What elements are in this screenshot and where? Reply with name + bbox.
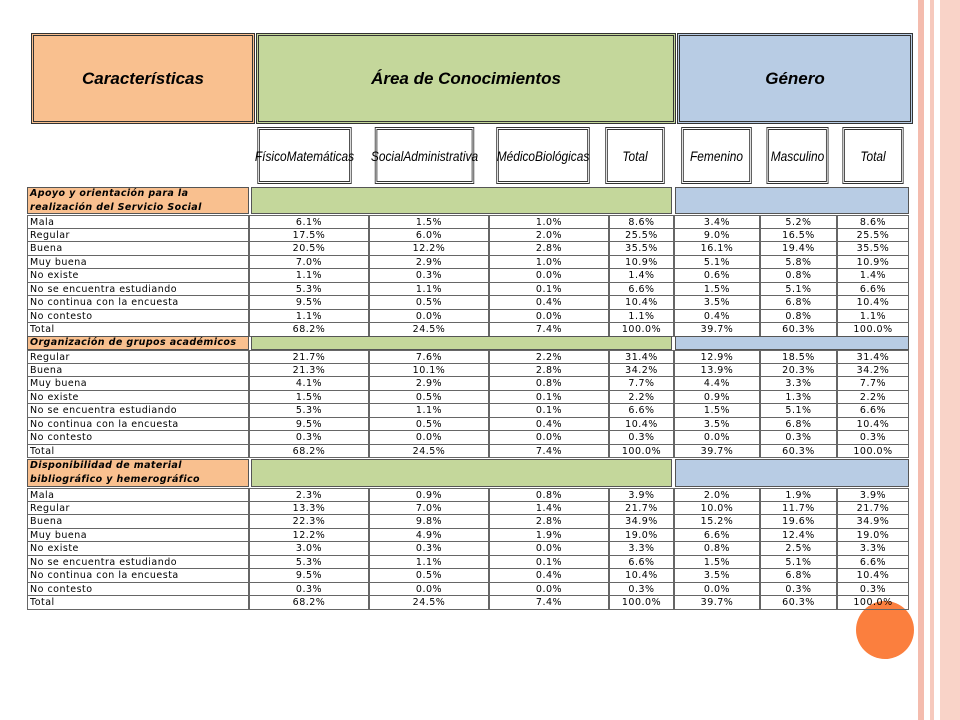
value-cell: 34.2% bbox=[609, 364, 674, 378]
row-label: Buena bbox=[27, 364, 249, 378]
value-cell: 3.3% bbox=[760, 377, 837, 391]
value-cell: 34.9% bbox=[837, 515, 909, 529]
value-cell: 2.2% bbox=[609, 391, 674, 405]
table-row bbox=[27, 502, 909, 516]
value-cell: 5.1% bbox=[760, 283, 837, 297]
value-cell: 5.3% bbox=[249, 556, 369, 570]
subheader-femenino bbox=[681, 127, 752, 184]
table-row bbox=[27, 283, 909, 297]
value-cell: 68.2% bbox=[249, 596, 369, 610]
value-cell: 0.8% bbox=[674, 542, 760, 556]
row-label: Total bbox=[27, 445, 249, 459]
value-cell: 100.0% bbox=[837, 596, 909, 610]
table-row bbox=[27, 256, 909, 270]
value-cell: 9.5% bbox=[249, 296, 369, 310]
value-cell: 0.3% bbox=[837, 583, 909, 597]
value-cell: 1.5% bbox=[674, 283, 760, 297]
row-label: No continua con la encuesta bbox=[27, 418, 249, 432]
value-cell: 100.0% bbox=[609, 445, 674, 459]
value-cell: 0.8% bbox=[489, 377, 609, 391]
value-cell: 5.2% bbox=[760, 215, 837, 229]
value-cell: 1.1% bbox=[837, 310, 909, 324]
section-title-line: Apoyo y orientación para la bbox=[30, 187, 189, 199]
table-row bbox=[27, 529, 909, 543]
value-cell: 100.0% bbox=[609, 596, 674, 610]
value-cell: 1.0% bbox=[489, 215, 609, 229]
value-cell: 1.1% bbox=[369, 556, 489, 570]
value-cell: 0.3% bbox=[760, 583, 837, 597]
value-cell: 2.0% bbox=[674, 488, 760, 502]
value-cell: 24.5% bbox=[369, 445, 489, 459]
value-cell: 18.5% bbox=[760, 350, 837, 364]
section-band-area bbox=[251, 459, 672, 487]
value-cell: 0.4% bbox=[489, 569, 609, 583]
value-cell: 1.4% bbox=[837, 269, 909, 283]
subheader-line: Físico bbox=[254, 147, 287, 164]
value-cell: 21.7% bbox=[837, 502, 909, 516]
value-cell: 7.7% bbox=[837, 377, 909, 391]
value-cell: 39.7% bbox=[674, 445, 760, 459]
value-cell: 6.6% bbox=[609, 404, 674, 418]
value-cell: 6.6% bbox=[837, 556, 909, 570]
value-cell: 1.1% bbox=[369, 283, 489, 297]
header-caracteristicas: Características bbox=[31, 33, 255, 124]
value-cell: 0.5% bbox=[369, 569, 489, 583]
value-cell: 0.5% bbox=[369, 418, 489, 432]
section-band-area bbox=[251, 187, 672, 214]
value-cell: 1.1% bbox=[249, 269, 369, 283]
value-cell: 0.5% bbox=[369, 391, 489, 405]
value-cell: 0.3% bbox=[837, 431, 909, 445]
value-cell: 7.4% bbox=[489, 596, 609, 610]
value-cell: 4.4% bbox=[674, 377, 760, 391]
row-label: Total bbox=[27, 596, 249, 610]
table-row bbox=[27, 350, 909, 364]
value-cell: 3.5% bbox=[674, 418, 760, 432]
value-cell: 10.0% bbox=[674, 502, 760, 516]
decorative-stripe bbox=[918, 0, 924, 720]
value-cell: 12.9% bbox=[674, 350, 760, 364]
value-cell: 10.4% bbox=[609, 569, 674, 583]
value-cell: 1.0% bbox=[489, 256, 609, 270]
subheader-line: Médico bbox=[496, 147, 536, 164]
value-cell: 17.5% bbox=[249, 229, 369, 243]
value-cell: 0.0% bbox=[674, 583, 760, 597]
value-cell: 1.5% bbox=[369, 215, 489, 229]
section-band-genero bbox=[675, 336, 909, 350]
subheader-line: Biológicas bbox=[535, 147, 590, 164]
subheader-line: Matemáticas bbox=[286, 147, 355, 164]
subheader-masculino bbox=[766, 127, 828, 184]
value-cell: 0.1% bbox=[489, 556, 609, 570]
value-cell: 15.2% bbox=[674, 515, 760, 529]
row-label: Buena bbox=[27, 242, 249, 256]
header-area-conocimientos: Área de Conocimientos bbox=[256, 33, 676, 124]
value-cell: 68.2% bbox=[249, 445, 369, 459]
value-cell: 10.9% bbox=[837, 256, 909, 270]
value-cell: 0.4% bbox=[674, 310, 760, 324]
section-band-area bbox=[251, 336, 672, 350]
value-cell: 1.1% bbox=[369, 404, 489, 418]
value-cell: 0.0% bbox=[369, 310, 489, 324]
value-cell: 0.0% bbox=[489, 310, 609, 324]
subheader-total-genero bbox=[842, 127, 903, 184]
value-cell: 3.0% bbox=[249, 542, 369, 556]
value-cell: 7.0% bbox=[249, 256, 369, 270]
decorative-stripe bbox=[930, 0, 934, 720]
value-cell: 19.6% bbox=[760, 515, 837, 529]
value-cell: 2.8% bbox=[489, 364, 609, 378]
row-label: No contesto bbox=[27, 310, 249, 324]
value-cell: 100.0% bbox=[837, 445, 909, 459]
value-cell: 0.8% bbox=[489, 488, 609, 502]
value-cell: 0.8% bbox=[760, 310, 837, 324]
row-label: No continua con la encuesta bbox=[27, 296, 249, 310]
value-cell: 0.3% bbox=[249, 583, 369, 597]
row-label: No contesto bbox=[27, 431, 249, 445]
value-cell: 12.4% bbox=[760, 529, 837, 543]
value-cell: 31.4% bbox=[609, 350, 674, 364]
value-cell: 0.9% bbox=[369, 488, 489, 502]
value-cell: 2.8% bbox=[489, 515, 609, 529]
value-cell: 0.3% bbox=[609, 583, 674, 597]
table-row bbox=[27, 269, 909, 283]
value-cell: 10.4% bbox=[837, 569, 909, 583]
value-cell: 10.9% bbox=[609, 256, 674, 270]
table-row bbox=[27, 515, 909, 529]
value-cell: 4.1% bbox=[249, 377, 369, 391]
value-cell: 0.0% bbox=[489, 583, 609, 597]
value-cell: 34.2% bbox=[837, 364, 909, 378]
value-cell: 2.5% bbox=[760, 542, 837, 556]
subheader-social-administrativa bbox=[370, 127, 479, 184]
value-cell: 13.9% bbox=[674, 364, 760, 378]
row-label: Muy buena bbox=[27, 256, 249, 270]
table-row bbox=[27, 583, 909, 597]
table-row bbox=[27, 377, 909, 391]
table-row bbox=[27, 488, 909, 502]
value-cell: 6.8% bbox=[760, 418, 837, 432]
row-label: No continua con la encuesta bbox=[27, 569, 249, 583]
subheader-line: Femenino bbox=[690, 147, 743, 164]
table-row bbox=[27, 296, 909, 310]
value-cell: 0.1% bbox=[489, 404, 609, 418]
value-cell: 60.3% bbox=[760, 596, 837, 610]
value-cell: 13.3% bbox=[249, 502, 369, 516]
value-cell: 6.0% bbox=[369, 229, 489, 243]
value-cell: 3.3% bbox=[609, 542, 674, 556]
value-cell: 6.6% bbox=[609, 283, 674, 297]
value-cell: 19.4% bbox=[760, 242, 837, 256]
table-row bbox=[27, 542, 909, 556]
row-label: No se encuentra estudiando bbox=[27, 404, 249, 418]
table-row bbox=[27, 215, 909, 229]
value-cell: 3.5% bbox=[674, 569, 760, 583]
header-genero: Género bbox=[677, 33, 913, 124]
value-cell: 9.0% bbox=[674, 229, 760, 243]
value-cell: 25.5% bbox=[837, 229, 909, 243]
value-cell: 34.9% bbox=[609, 515, 674, 529]
value-cell: 12.2% bbox=[249, 529, 369, 543]
table-row bbox=[27, 229, 909, 243]
value-cell: 4.9% bbox=[369, 529, 489, 543]
value-cell: 60.3% bbox=[760, 323, 837, 337]
value-cell: 1.1% bbox=[609, 310, 674, 324]
value-cell: 1.3% bbox=[760, 391, 837, 405]
value-cell: 8.6% bbox=[609, 215, 674, 229]
value-cell: 0.3% bbox=[369, 269, 489, 283]
value-cell: 0.9% bbox=[674, 391, 760, 405]
subheader-line: Total bbox=[860, 147, 886, 164]
value-cell: 7.7% bbox=[609, 377, 674, 391]
row-label: No contesto bbox=[27, 583, 249, 597]
row-label: Total bbox=[27, 323, 249, 337]
value-cell: 7.4% bbox=[489, 323, 609, 337]
value-cell: 8.6% bbox=[837, 215, 909, 229]
value-cell: 0.0% bbox=[369, 431, 489, 445]
value-cell: 0.0% bbox=[369, 583, 489, 597]
value-cell: 5.3% bbox=[249, 404, 369, 418]
value-cell: 9.8% bbox=[369, 515, 489, 529]
value-cell: 6.6% bbox=[837, 404, 909, 418]
section-title-line: Disponibilidad de material bbox=[30, 460, 182, 471]
value-cell: 19.0% bbox=[837, 529, 909, 543]
value-cell: 22.3% bbox=[249, 515, 369, 529]
table-row bbox=[27, 596, 909, 610]
value-cell: 7.4% bbox=[489, 445, 609, 459]
value-cell: 1.4% bbox=[609, 269, 674, 283]
value-cell: 3.3% bbox=[837, 542, 909, 556]
value-cell: 5.1% bbox=[760, 404, 837, 418]
table-row bbox=[27, 445, 909, 459]
value-cell: 2.0% bbox=[489, 229, 609, 243]
decorative-stripe bbox=[940, 0, 960, 720]
value-cell: 10.4% bbox=[609, 418, 674, 432]
table-row bbox=[27, 556, 909, 570]
value-cell: 0.3% bbox=[249, 431, 369, 445]
subheader-total-area bbox=[605, 127, 665, 184]
value-cell: 0.4% bbox=[489, 296, 609, 310]
value-cell: 39.7% bbox=[674, 323, 760, 337]
value-cell: 10.1% bbox=[369, 364, 489, 378]
row-label: Mala bbox=[27, 488, 249, 502]
value-cell: 25.5% bbox=[609, 229, 674, 243]
value-cell: 2.2% bbox=[837, 391, 909, 405]
value-cell: 60.3% bbox=[760, 445, 837, 459]
value-cell: 21.3% bbox=[249, 364, 369, 378]
value-cell: 5.1% bbox=[760, 556, 837, 570]
value-cell: 0.1% bbox=[489, 391, 609, 405]
subheader-medico-biologicas bbox=[496, 127, 590, 184]
value-cell: 24.5% bbox=[369, 323, 489, 337]
row-label: No existe bbox=[27, 542, 249, 556]
table-row bbox=[27, 431, 909, 445]
value-cell: 6.6% bbox=[837, 283, 909, 297]
row-label: No existe bbox=[27, 391, 249, 405]
row-label: No existe bbox=[27, 269, 249, 283]
section-title bbox=[27, 336, 249, 350]
value-cell: 6.8% bbox=[760, 296, 837, 310]
value-cell: 20.3% bbox=[760, 364, 837, 378]
value-cell: 24.5% bbox=[369, 596, 489, 610]
value-cell: 35.5% bbox=[609, 242, 674, 256]
value-cell: 1.1% bbox=[249, 310, 369, 324]
value-cell: 2.9% bbox=[369, 377, 489, 391]
value-cell: 0.0% bbox=[489, 542, 609, 556]
row-label: Muy buena bbox=[27, 377, 249, 391]
value-cell: 5.8% bbox=[760, 256, 837, 270]
value-cell: 0.3% bbox=[369, 542, 489, 556]
value-cell: 1.9% bbox=[489, 529, 609, 543]
table-row bbox=[27, 404, 909, 418]
value-cell: 11.7% bbox=[760, 502, 837, 516]
value-cell: 5.3% bbox=[249, 283, 369, 297]
section-title bbox=[27, 187, 249, 214]
value-cell: 3.4% bbox=[674, 215, 760, 229]
value-cell: 0.8% bbox=[760, 269, 837, 283]
table-row bbox=[27, 418, 909, 432]
section-band-genero bbox=[675, 459, 909, 487]
value-cell: 1.4% bbox=[489, 502, 609, 516]
value-cell: 2.8% bbox=[489, 242, 609, 256]
section-band-genero bbox=[675, 187, 909, 214]
value-cell: 3.9% bbox=[609, 488, 674, 502]
value-cell: 6.8% bbox=[760, 569, 837, 583]
value-cell: 19.0% bbox=[609, 529, 674, 543]
value-cell: 21.7% bbox=[249, 350, 369, 364]
subheader-line: Total bbox=[622, 147, 648, 164]
value-cell: 6.1% bbox=[249, 215, 369, 229]
row-label: Muy buena bbox=[27, 529, 249, 543]
value-cell: 6.6% bbox=[674, 529, 760, 543]
subheader-line: Social bbox=[370, 147, 404, 164]
value-cell: 10.4% bbox=[609, 296, 674, 310]
row-label: Regular bbox=[27, 350, 249, 364]
value-cell: 9.5% bbox=[249, 569, 369, 583]
value-cell: 9.5% bbox=[249, 418, 369, 432]
value-cell: 16.5% bbox=[760, 229, 837, 243]
value-cell: 2.3% bbox=[249, 488, 369, 502]
section-title-line: realización del Servicio Social bbox=[30, 201, 202, 213]
value-cell: 2.9% bbox=[369, 256, 489, 270]
value-cell: 3.5% bbox=[674, 296, 760, 310]
value-cell: 0.0% bbox=[489, 269, 609, 283]
table-row bbox=[27, 391, 909, 405]
value-cell: 5.1% bbox=[674, 256, 760, 270]
value-cell: 7.0% bbox=[369, 502, 489, 516]
value-cell: 0.0% bbox=[674, 431, 760, 445]
value-cell: 16.1% bbox=[674, 242, 760, 256]
value-cell: 31.4% bbox=[837, 350, 909, 364]
row-label: Mala bbox=[27, 215, 249, 229]
value-cell: 21.7% bbox=[609, 502, 674, 516]
row-label: No se encuentra estudiando bbox=[27, 283, 249, 297]
row-label: Regular bbox=[27, 229, 249, 243]
value-cell: 100.0% bbox=[609, 323, 674, 337]
value-cell: 39.7% bbox=[674, 596, 760, 610]
value-cell: 20.5% bbox=[249, 242, 369, 256]
row-label: No se encuentra estudiando bbox=[27, 556, 249, 570]
value-cell: 1.5% bbox=[674, 556, 760, 570]
table-row bbox=[27, 310, 909, 324]
value-cell: 35.5% bbox=[837, 242, 909, 256]
value-cell: 0.5% bbox=[369, 296, 489, 310]
value-cell: 100.0% bbox=[837, 323, 909, 337]
value-cell: 0.1% bbox=[489, 283, 609, 297]
value-cell: 10.4% bbox=[837, 418, 909, 432]
value-cell: 7.6% bbox=[369, 350, 489, 364]
value-cell: 10.4% bbox=[837, 296, 909, 310]
section-title-line: Organización de grupos académicos bbox=[30, 337, 237, 348]
value-cell: 0.0% bbox=[489, 431, 609, 445]
value-cell: 6.6% bbox=[609, 556, 674, 570]
value-cell: 0.3% bbox=[760, 431, 837, 445]
table-row bbox=[27, 569, 909, 583]
subheader-line: Administrativa bbox=[403, 147, 479, 164]
value-cell: 0.6% bbox=[674, 269, 760, 283]
table-row bbox=[27, 364, 909, 378]
value-cell: 1.5% bbox=[674, 404, 760, 418]
row-label: Buena bbox=[27, 515, 249, 529]
table-row bbox=[27, 323, 909, 337]
value-cell: 0.4% bbox=[489, 418, 609, 432]
value-cell: 1.5% bbox=[249, 391, 369, 405]
value-cell: 12.2% bbox=[369, 242, 489, 256]
subheader-line: Masculino bbox=[770, 147, 825, 164]
section-title-line: bibliográfico y hemerográfico bbox=[30, 474, 200, 485]
value-cell: 2.2% bbox=[489, 350, 609, 364]
value-cell: 0.3% bbox=[609, 431, 674, 445]
row-label: Regular bbox=[27, 502, 249, 516]
value-cell: 3.9% bbox=[837, 488, 909, 502]
section-title bbox=[27, 459, 249, 487]
decorative-circle bbox=[856, 601, 914, 659]
value-cell: 1.9% bbox=[760, 488, 837, 502]
subheader-fisico-matematicas bbox=[254, 127, 355, 184]
value-cell: 68.2% bbox=[249, 323, 369, 337]
table-row bbox=[27, 242, 909, 256]
